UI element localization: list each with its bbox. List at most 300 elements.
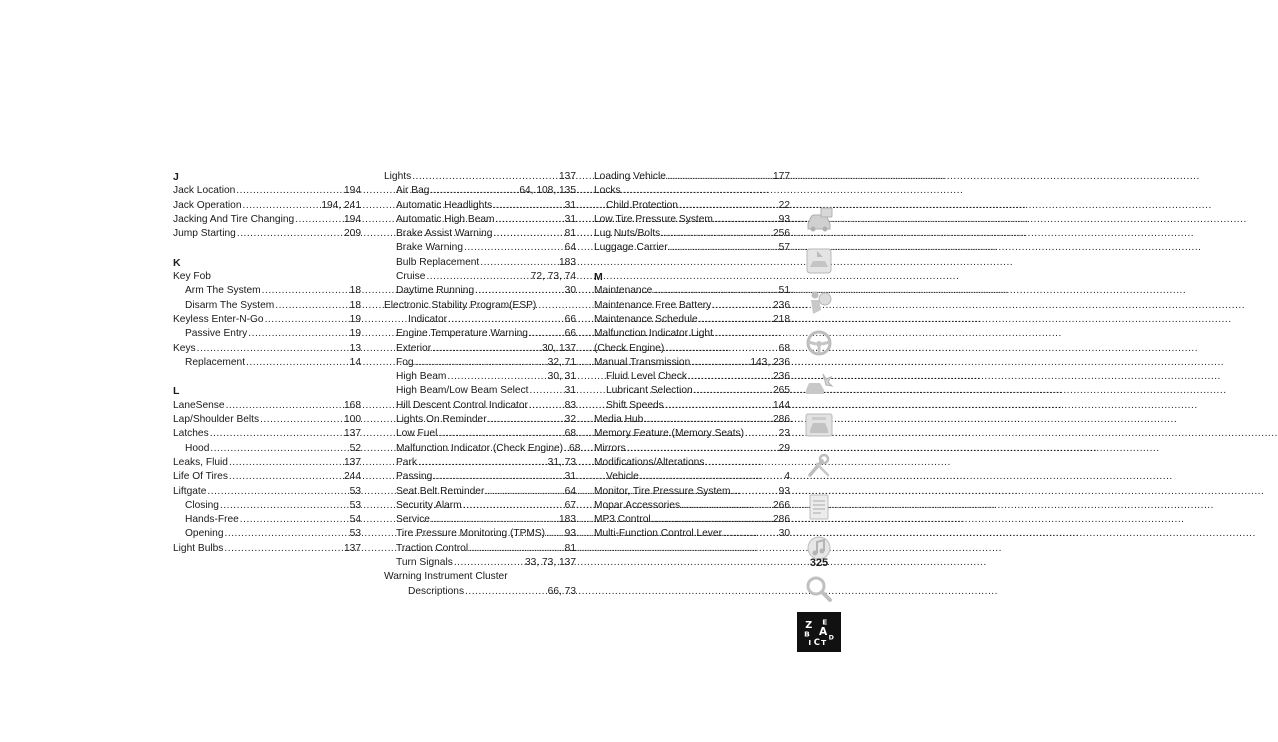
dot-leader — [667, 170, 772, 184]
car-crash-icon — [803, 368, 835, 400]
dot-leader — [463, 499, 564, 513]
entry-label: Seat Belt Reminder — [396, 485, 485, 497]
section-gap — [173, 241, 361, 255]
dot-leader — [714, 213, 778, 227]
entry-page-ref[interactable]: 31 — [564, 471, 576, 483]
entry-page-ref[interactable]: 236 — [773, 299, 790, 311]
index-entry[interactable] — [384, 184, 576, 198]
entry-page-ref[interactable]: 137 — [344, 456, 361, 468]
entry-label: Descriptions — [408, 585, 465, 597]
entry-label: Air Bag — [396, 185, 430, 197]
dot-leader — [418, 456, 547, 470]
index-entry[interactable] — [384, 199, 576, 213]
entry-page-ref[interactable]: 194 — [344, 185, 361, 197]
airbag-tab[interactable] — [797, 282, 841, 322]
entry-label: Closing — [185, 499, 219, 511]
entry-page-ref[interactable]: 33, 73, 137 — [525, 557, 576, 569]
entry-page-ref[interactable]: 194, 241 — [321, 199, 361, 211]
index-entry[interactable] — [173, 399, 361, 413]
entry-label: Replacement — [185, 356, 246, 368]
car-crash-tab[interactable] — [797, 364, 841, 404]
steering-wheel-tab[interactable] — [797, 323, 841, 363]
dot-leader — [480, 256, 558, 270]
index-entry[interactable] — [594, 241, 790, 255]
entry-label: Latches — [173, 428, 209, 440]
entry-label: Lights — [384, 171, 412, 182]
index-entry[interactable] — [384, 213, 576, 227]
entry-label: Maintenance Free Battery — [594, 299, 712, 311]
entry-page-ref[interactable]: 32 — [564, 414, 576, 426]
dot-leader — [731, 485, 777, 499]
dot-leader — [243, 199, 321, 213]
dot-leader — [640, 470, 783, 484]
index-entry[interactable] — [594, 499, 790, 513]
index-column-3 — [594, 170, 790, 542]
index-entry[interactable] — [173, 342, 361, 356]
index-entry[interactable] — [594, 313, 790, 327]
entry-page-ref[interactable]: 137 — [559, 171, 576, 182]
dot-leader — [224, 542, 343, 556]
svg-text:B: B — [804, 629, 810, 639]
dot-leader — [248, 327, 348, 341]
index-heading: Electronic Stability Program(ESP) — [384, 299, 537, 311]
dot-leader — [679, 199, 778, 213]
section-gap — [173, 370, 361, 384]
entry-label: Park — [396, 456, 417, 468]
entry-label: Memory Feature (Memory Seats) — [594, 428, 745, 440]
entry-page-ref[interactable]: 93 — [778, 485, 790, 497]
car-info-tab[interactable] — [797, 200, 841, 240]
entry-page-ref[interactable]: 183 — [559, 256, 576, 268]
index-entry[interactable] — [173, 184, 361, 198]
index-heading: Modifications/Alterations — [594, 456, 705, 468]
index-entry[interactable] — [594, 513, 790, 527]
entry-label: Child Protection — [606, 199, 678, 211]
entry-label: High Beam/Low Beam Select — [396, 385, 529, 397]
index-entry[interactable] — [384, 527, 576, 541]
dot-leader — [448, 313, 564, 327]
index-entry[interactable] — [384, 384, 576, 398]
index-letters-icon — [802, 615, 836, 649]
entry-label: Maintenance — [594, 285, 653, 297]
entry-page-ref[interactable]: 19 — [349, 328, 361, 340]
entry-label: Manual Transmission — [594, 356, 691, 368]
entry-page-ref[interactable]: 32, 71 — [547, 356, 576, 368]
dot-leader — [210, 442, 348, 456]
dot-leader — [275, 299, 348, 313]
entry-label: Lug Nuts/Bolts — [594, 228, 661, 240]
entry-label: Tire Pressure Monitoring (TPMS) — [396, 528, 546, 540]
entry-page-ref[interactable]: 30, 31 — [547, 371, 576, 383]
index-entry[interactable] — [384, 342, 576, 356]
index-entry[interactable] — [384, 413, 576, 427]
entry-label: Shift Speeds — [606, 399, 664, 411]
dot-leader — [225, 527, 349, 541]
dot-leader — [226, 399, 343, 413]
dot-leader — [644, 413, 772, 427]
entry-label: Fog — [396, 356, 414, 368]
index-entry[interactable] — [384, 499, 576, 513]
index-entry[interactable] — [594, 413, 790, 427]
entry-page-ref[interactable]: 13 — [349, 342, 361, 354]
entry-page-ref[interactable]: 209 — [344, 228, 361, 240]
entry-label: High Beam — [396, 371, 447, 383]
entry-page-ref[interactable]: 266 — [773, 499, 790, 511]
entry-page-ref[interactable]: 68 — [778, 342, 790, 354]
dot-leader — [236, 184, 343, 198]
index-entry[interactable] — [384, 442, 581, 456]
entry-page-ref[interactable]: 29 — [778, 442, 790, 454]
entry-page-ref[interactable]: 144 — [773, 399, 790, 411]
index-entry[interactable] — [384, 241, 576, 255]
svg-text:Z: Z — [805, 619, 813, 631]
entry-page-ref[interactable]: 100 — [344, 414, 361, 426]
dot-leader — [485, 485, 563, 499]
entry-label: Jack Operation — [173, 199, 242, 211]
dot-leader — [295, 213, 343, 227]
index-entry[interactable] — [594, 427, 790, 441]
index-entry[interactable] — [384, 256, 576, 270]
entry-page-ref[interactable]: 53 — [349, 499, 361, 511]
dot-leader — [207, 485, 348, 499]
dot-leader — [653, 284, 777, 298]
entry-page-ref[interactable]: 64, 108, 135 — [519, 185, 576, 197]
dot-leader — [433, 470, 563, 484]
index-entry[interactable] — [173, 427, 361, 441]
entry-page-ref[interactable]: 4 — [784, 471, 790, 483]
index-heading: Key Fob — [173, 271, 211, 283]
index-entry[interactable] — [173, 213, 361, 227]
airbag-icon — [803, 286, 835, 318]
entry-label: Loading Vehicle — [594, 171, 666, 182]
index-entry[interactable] — [173, 313, 361, 327]
entry-page-ref[interactable]: 53 — [349, 485, 361, 497]
entry-label: Light Bulbs — [173, 542, 224, 554]
entry-page-ref[interactable]: 31, 73 — [547, 456, 576, 468]
dot-leader — [665, 342, 777, 356]
entry-page-ref[interactable]: 218 — [773, 313, 790, 325]
entry-page-ref[interactable]: 68 — [564, 428, 576, 440]
entry-label: Traction Control — [396, 542, 469, 554]
entry-label: Luggage Carrier — [594, 242, 668, 254]
entry-page-ref[interactable]: 194 — [344, 213, 361, 225]
index-entry[interactable] — [594, 213, 790, 227]
entry-label: Liftgate — [173, 485, 207, 497]
dot-leader — [415, 356, 547, 370]
dot-leader — [627, 442, 778, 456]
index-entry[interactable] — [594, 527, 790, 541]
index-heading: Locks — [594, 185, 621, 197]
index-entry[interactable] — [173, 299, 361, 313]
index-entry[interactable] — [594, 299, 790, 313]
entry-page-ref[interactable]: 66 — [564, 328, 576, 340]
index-entry[interactable] — [384, 284, 576, 298]
entry-page-ref[interactable]: 64 — [564, 242, 576, 254]
section-letter: M — [594, 271, 603, 284]
dot-leader — [265, 313, 349, 327]
entry-page-ref[interactable]: 286 — [773, 414, 790, 426]
index-entry[interactable] — [384, 513, 576, 527]
entry-page-ref[interactable]: 72, 73, 74 — [530, 271, 576, 283]
index-entry[interactable] — [594, 170, 790, 184]
dot-leader — [262, 284, 349, 298]
dot-leader — [699, 313, 772, 327]
index-entry[interactable] — [594, 356, 790, 370]
dot-leader — [246, 356, 349, 370]
dot-leader — [220, 499, 349, 513]
index-entry[interactable] — [594, 284, 790, 298]
entry-label: Lights On Reminder — [396, 414, 487, 426]
entry-page-ref[interactable]: 22 — [778, 199, 790, 211]
dot-leader — [493, 227, 563, 241]
dot-leader — [530, 384, 564, 398]
dot-leader — [465, 585, 547, 599]
entry-page-ref[interactable]: 23 — [778, 428, 790, 440]
svg-text:T: T — [821, 637, 827, 647]
car-warning-tab[interactable] — [797, 241, 841, 281]
entry-label: Turn Signals — [396, 557, 453, 569]
index-entry[interactable] — [384, 313, 576, 327]
car-warning-icon — [803, 245, 835, 277]
entry-page-ref[interactable]: 30 — [778, 528, 790, 540]
index-heading: Malfunction Indicator Light — [594, 328, 713, 340]
index-entry[interactable] — [594, 342, 790, 356]
dot-leader — [469, 542, 564, 556]
svg-text:A: A — [819, 625, 828, 639]
index-heading: Warning Instrument Cluster — [384, 571, 508, 583]
dot-leader — [438, 427, 563, 441]
magnifier-icon — [803, 573, 835, 605]
search-tab[interactable] — [797, 569, 841, 609]
index-entry[interactable] — [384, 270, 576, 284]
dot-leader — [546, 527, 564, 541]
steering-wheel-icon — [803, 327, 835, 359]
entry-label: Lap/Shoulder Belts — [173, 414, 260, 426]
index-entry[interactable] — [173, 327, 361, 341]
entry-page-ref[interactable]: 81 — [564, 542, 576, 554]
entry-label: Media Hub — [594, 414, 644, 426]
index-entry[interactable] — [594, 384, 790, 398]
entry-page-ref[interactable]: 57 — [778, 242, 790, 254]
index-entry[interactable] — [384, 427, 576, 441]
index-entry[interactable] — [384, 170, 576, 184]
entry-page-ref[interactable]: 66 — [564, 313, 576, 325]
index-tab[interactable] — [797, 612, 841, 652]
dot-leader — [475, 284, 564, 298]
entry-page-ref[interactable]: 67 — [564, 499, 576, 511]
index-column-1 — [173, 170, 361, 556]
entry-label: Keyless Enter-N-Go — [173, 313, 264, 325]
dot-leader — [240, 513, 349, 527]
entry-page-ref[interactable]: 18 — [349, 285, 361, 297]
entry-page-ref[interactable]: 256 — [773, 228, 790, 240]
index-entry[interactable] — [384, 556, 576, 570]
index-entry[interactable] — [173, 470, 361, 484]
dot-leader — [529, 327, 564, 341]
index-entry[interactable] — [173, 542, 361, 556]
dot-leader — [210, 427, 343, 441]
entry-page-ref[interactable]: 244 — [344, 471, 361, 483]
car-info-icon — [803, 204, 835, 236]
dot-leader — [661, 227, 772, 241]
index-entry[interactable] — [594, 442, 790, 456]
dot-leader — [447, 370, 546, 384]
specifications-tab[interactable] — [797, 487, 841, 527]
entry-label: Vehicle — [606, 471, 639, 483]
entry-label: Service — [396, 514, 430, 526]
entry-page-ref[interactable]: 52 — [349, 442, 361, 454]
index-entry[interactable] — [173, 199, 361, 213]
svg-text:E: E — [822, 617, 828, 627]
dot-leader — [681, 499, 772, 513]
index-entry[interactable] — [384, 470, 576, 484]
dot-leader — [260, 413, 343, 427]
entry-page-ref[interactable]: 64 — [564, 485, 576, 497]
entry-label: (Check Engine) — [594, 342, 665, 354]
chapter-tab-sidebar — [797, 200, 841, 652]
section-letter: J — [173, 171, 179, 183]
entry-page-ref[interactable]: 14 — [349, 356, 361, 368]
section-gap — [594, 256, 790, 270]
entry-page-ref[interactable]: 93 — [564, 528, 576, 540]
entry-page-ref[interactable]: 236 — [773, 371, 790, 383]
entry-label: Opening — [185, 528, 224, 540]
dot-leader — [564, 442, 568, 456]
entry-page-ref[interactable]: 31 — [564, 199, 576, 211]
wrench-screwdriver-icon — [803, 450, 835, 482]
entry-page-ref[interactable]: 51 — [778, 285, 790, 297]
section-letter: K — [173, 256, 181, 269]
dot-leader — [426, 270, 529, 284]
index-entry[interactable] — [384, 542, 576, 556]
index-entry[interactable] — [594, 470, 790, 484]
entry-page-ref[interactable]: 81 — [564, 228, 576, 240]
entry-label: Leaks, Fluid — [173, 456, 228, 468]
section-letter: L — [173, 385, 180, 398]
entry-label: Daytime Running — [396, 285, 475, 297]
index-entry[interactable] — [594, 199, 790, 213]
entry-page-ref[interactable]: 83 — [564, 399, 576, 411]
dot-leader — [529, 399, 564, 413]
dot-leader — [431, 513, 558, 527]
index-entry[interactable] — [384, 227, 576, 241]
entry-label: Multi-Function Control Lever — [594, 528, 722, 540]
dot-leader — [652, 513, 772, 527]
entry-page-ref[interactable]: 143, 236 — [750, 356, 790, 368]
index-entry[interactable] — [384, 485, 576, 499]
dot-leader — [229, 456, 343, 470]
dot-leader — [493, 199, 563, 213]
entry-label: Passive Entry — [185, 328, 248, 340]
entry-label: Lubricant Selection — [606, 385, 693, 397]
entry-label: MP3 Control — [594, 514, 651, 526]
entry-label: Hands-Free — [185, 514, 239, 526]
dot-leader — [464, 241, 564, 255]
index-entry[interactable] — [173, 499, 361, 513]
dot-leader — [412, 170, 558, 184]
entry-page-ref[interactable]: 93 — [778, 213, 790, 225]
entry-label: Keys — [173, 342, 196, 354]
index-entry[interactable] — [173, 284, 361, 298]
dot-leader — [197, 342, 349, 356]
index-entry[interactable] — [173, 442, 361, 456]
index-entry[interactable] — [594, 485, 790, 499]
entry-page-ref[interactable]: 19 — [349, 313, 361, 325]
tools-tab[interactable] — [797, 446, 841, 486]
dot-leader — [454, 556, 524, 570]
entry-page-ref[interactable]: 265 — [773, 385, 790, 397]
entry-label: Disarm The System — [185, 299, 275, 311]
index-entry[interactable] — [173, 413, 361, 427]
entry-label: Exterior — [396, 342, 432, 354]
index-entry[interactable] — [173, 527, 361, 541]
entry-page-ref[interactable]: 177 — [773, 171, 790, 182]
index-entry[interactable] — [594, 227, 790, 241]
entry-page-ref[interactable]: 54 — [349, 514, 361, 526]
entry-label: Brake Assist Warning — [396, 228, 493, 240]
entry-page-ref[interactable]: 31 — [564, 213, 576, 225]
index-entry[interactable] — [173, 485, 361, 499]
index-entry[interactable] — [594, 370, 790, 384]
entry-label: Mopar Accessories — [594, 499, 681, 511]
dot-leader — [669, 241, 778, 255]
index-entry[interactable] — [173, 356, 361, 370]
index-entry[interactable] — [384, 585, 576, 599]
entry-label: Fluid Level Check — [606, 371, 687, 383]
svg-text:I: I — [808, 637, 812, 647]
dot-leader — [712, 299, 772, 313]
entry-page-ref[interactable]: 31 — [564, 385, 576, 397]
index-entry[interactable] — [384, 370, 576, 384]
dot-leader — [488, 413, 564, 427]
entry-page-ref[interactable]: 183 — [559, 514, 576, 526]
index-entry[interactable] — [384, 356, 576, 370]
entry-page-ref[interactable]: 286 — [773, 514, 790, 526]
index-entry[interactable] — [173, 227, 361, 241]
index-entry[interactable] — [384, 399, 576, 413]
entry-page-ref[interactable]: 168 — [344, 399, 361, 411]
entry-label: Malfunction Indicator (Check Engine) — [396, 442, 564, 454]
entry-page-ref[interactable]: 137 — [344, 428, 361, 440]
index-entry[interactable] — [384, 456, 576, 470]
index-entry[interactable] — [173, 513, 361, 527]
index-entry[interactable] — [384, 327, 576, 341]
entry-page-ref[interactable]: 137 — [344, 542, 361, 554]
dot-leader — [723, 527, 778, 541]
entry-page-ref[interactable]: 53 — [349, 528, 361, 540]
entry-label: Indicator — [408, 313, 448, 325]
dot-leader — [691, 356, 749, 370]
dot-leader — [665, 399, 772, 413]
index-column-2 — [384, 170, 581, 599]
entry-page-ref[interactable]: 18 — [349, 299, 361, 311]
entry-page-ref[interactable]: 66, 73 — [547, 585, 576, 597]
index-entry[interactable] — [173, 456, 361, 470]
entry-label: Hill Descent Control Indicator — [396, 399, 528, 411]
index-entry[interactable] — [594, 399, 790, 413]
entry-label: LaneSense — [173, 399, 225, 411]
dot-leader — [229, 470, 343, 484]
entry-label: Life Of Tires — [173, 471, 228, 483]
entry-page-ref[interactable]: 30 — [564, 285, 576, 297]
dot-leader — [745, 427, 778, 441]
entry-page-ref[interactable]: 68 — [569, 442, 581, 454]
car-service-tab[interactable] — [797, 405, 841, 445]
entry-label: Engine Temperature Warning — [396, 328, 528, 340]
dot-leader — [694, 384, 772, 398]
entry-page-ref[interactable]: 30, 137 — [542, 342, 576, 354]
entry-label: Low Tire Pressure System — [594, 213, 713, 225]
